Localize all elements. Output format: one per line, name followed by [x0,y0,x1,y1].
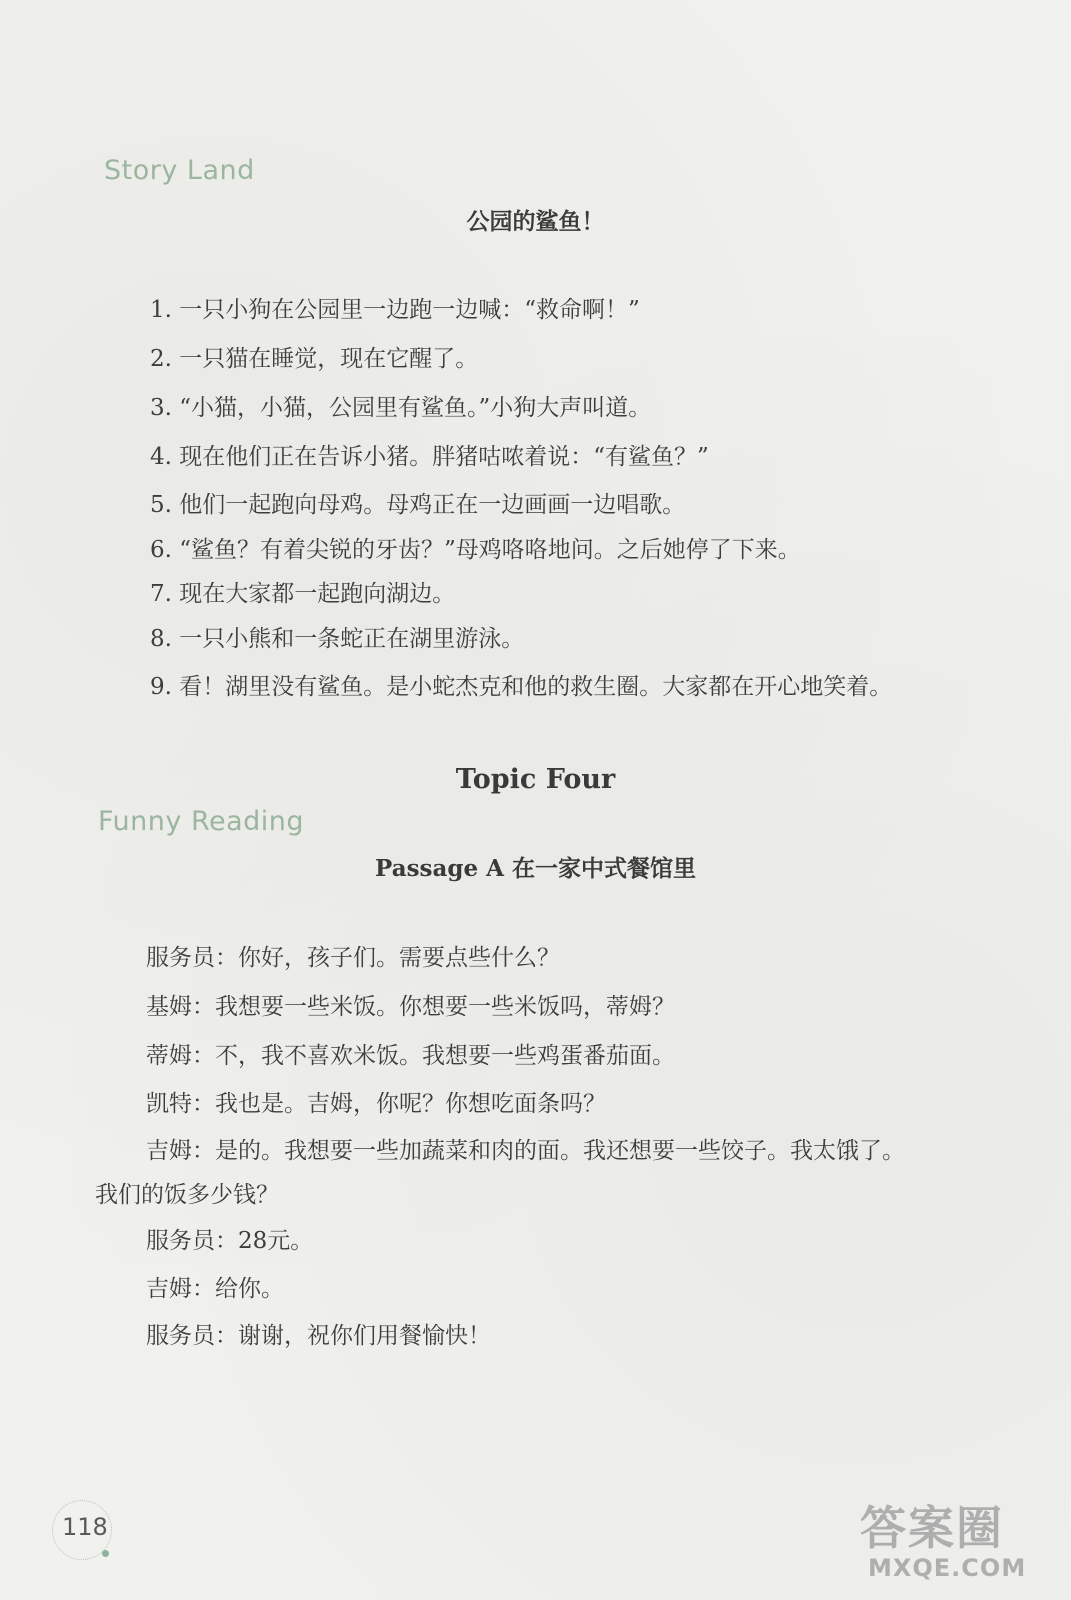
dialog-line: 吉姆：是的。我想要一些加蔬菜和肉的面。我还想要一些饺子。我太饿了。 [146,1138,905,1164]
dialog-line: 服务员：28元。 [146,1228,314,1254]
story-line: 4. 现在他们正在告诉小猪。胖猪咕哝着说：“有鲨鱼？” [150,444,709,470]
watermark-main: 答案圈 [860,1501,1004,1555]
dialog-line: 服务员：谢谢，祝你们用餐愉快！ [146,1323,491,1349]
section-label-story-land: Story Land [104,155,255,186]
story-line: 6. “鲨鱼？有着尖锐的牙齿？”母鸡咯咯地问。之后她停了下来。 [150,537,801,563]
story-line: 7. 现在大家都一起跑向湖边。 [150,581,456,607]
dialog-line: 吉姆：给你。 [146,1276,284,1302]
topic-title: Topic Four [455,764,616,795]
watermark-logo [860,1492,1060,1592]
story-line: 9. 看！湖里没有鲨鱼。是小蛇杰克和他的救生圈。大家都在开心地笑着。 [150,674,893,700]
story-line: 5. 他们一起跑向母鸡。母鸡正在一边画画一边唱歌。 [150,492,686,518]
story-line: 8. 一只小熊和一条蛇正在湖里游泳。 [150,626,525,652]
dialog-line: 我们的饭多少钱？ [95,1182,279,1208]
watermark-sub: MXQE.COM [868,1554,1027,1582]
story-line: 2. 一只猫在睡觉，现在它醒了。 [150,346,479,372]
dialog-line: 服务员：你好，孩子们。需要点些什么？ [146,945,560,971]
dialog-line: 蒂姆：不，我不喜欢米饭。我想要一些鸡蛋番茄面。 [146,1043,675,1069]
dialog-line: 凯特：我也是。吉姆，你呢？你想吃面条吗？ [146,1091,606,1117]
section-label-funny-reading: Funny Reading [98,806,305,837]
page-number: 118 [62,1513,108,1541]
page-number-dot [102,1550,109,1557]
story-title: 公园的鲨鱼！ [466,208,605,235]
dialog-line: 基姆：我想要一些米饭。你想要一些米饭吗，蒂姆？ [146,994,675,1020]
story-line: 1. 一只小狗在公园里一边跑一边喊：“救命啊！” [150,297,640,323]
passage-title: Passage A 在一家中式餐馆里 [375,855,696,882]
story-line: 3. “小猫，小猫，公园里有鲨鱼。”小狗大声叫道。 [150,395,652,421]
